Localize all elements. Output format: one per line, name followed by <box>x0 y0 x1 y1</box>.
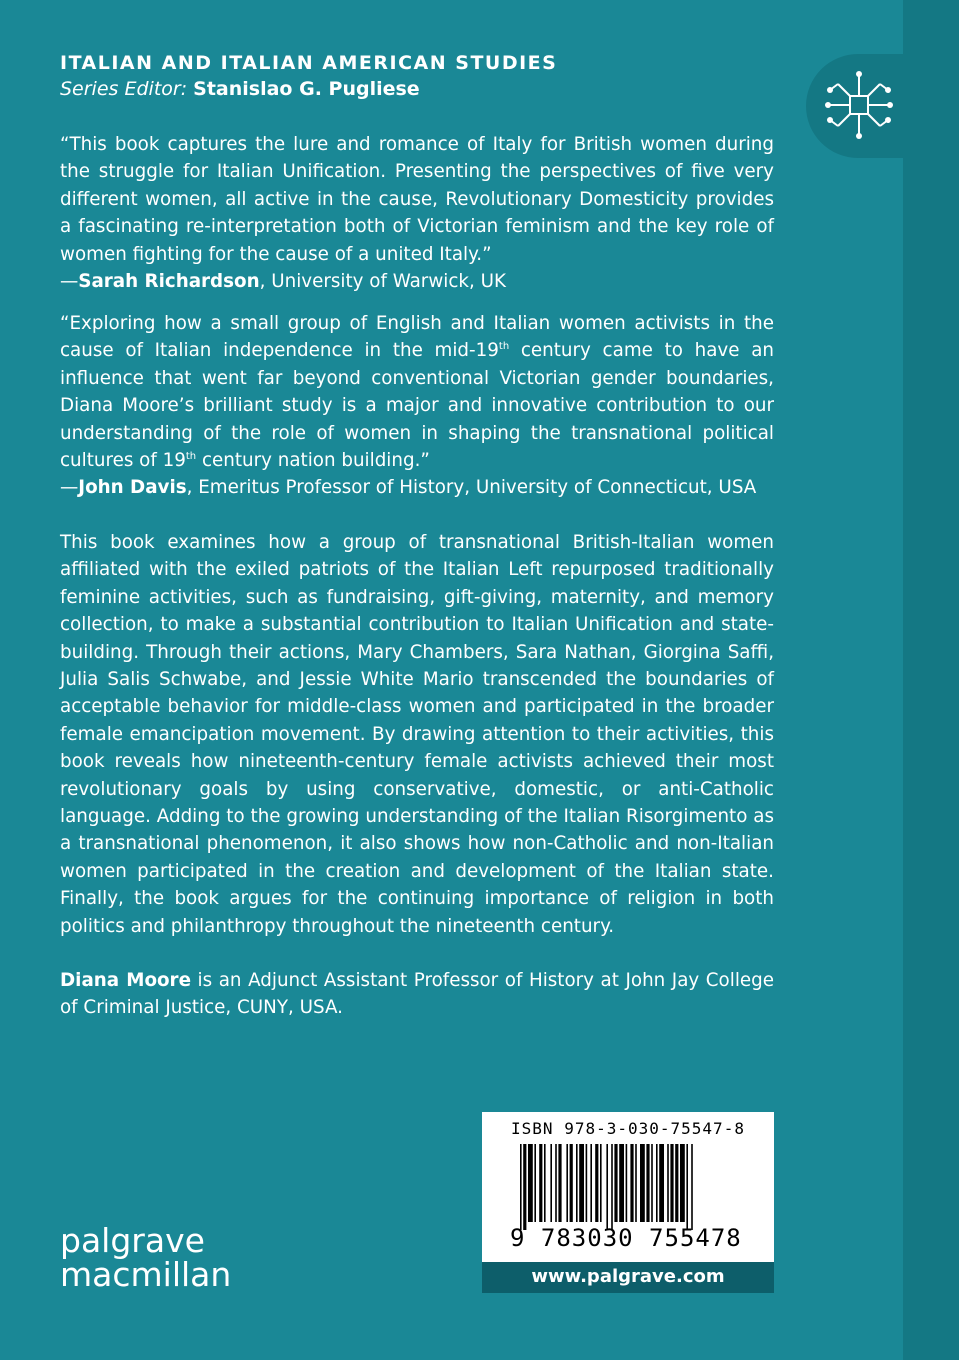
barcode-bar <box>626 1144 628 1222</box>
barcode-bar <box>528 1144 533 1222</box>
barcode-bar <box>640 1144 645 1222</box>
quote-text-part: “Exploring how a small group of English and Italian women activists in the cause of Italian independence in the mid-19 <box>60 313 774 362</box>
quote-text-part: century came to have an influence that went far beyond conventional Victorian gender boundaries, Diana Moore’s brilliant study is a major and innovative contribution to our understanding of the role of women in shaping the transnational political cultures of 19 <box>60 340 774 472</box>
barcode-bar <box>555 1144 557 1222</box>
barcode-bar <box>635 1144 637 1222</box>
barcode-bar <box>611 1144 613 1230</box>
barcode-bar <box>606 1144 608 1230</box>
endorsement-quote-1 <box>60 131 774 295</box>
description-text: This book examines how a group of transnational British-Italian women affiliated with the exiled patriots of the Italian Left repurposed traditionally feminine activities, such as fundraising, gift-giving, maternity, and memory collection, to make a substantial contribution to Italian Unification and state-building. Through their actions, Mary Chambers, Sara Nathan, Giorgina Saffi, Julia Salis Schwabe, and Jessie White Mario transcended the boundaries of acceptable behavior for middle-class women and participated in the broader female emancipation movement. By drawing attention to their activities, this book reveals how nineteenth-century female activists achieved their most revolutionary goals by using conservative, domestic, or anti-Catholic language. Adding to the growing understanding of the Italian Risorgimento as a transnational phenomenon, it also shows how non-Catholic and non-Italian women participated in the creation and development of the Italian state. Finally, the book argues for the continuing importance of religion in both politics and philanthropy throughout the nineteenth century. <box>60 532 774 937</box>
barcode-bar <box>686 1144 688 1230</box>
publisher-url[interactable]: www.palgrave.com <box>482 1262 774 1293</box>
bio-author-name: Diana Moore <box>60 970 191 991</box>
barcode-bar <box>670 1144 673 1222</box>
barcode-bar <box>667 1144 669 1222</box>
bio-description: is an Adjunct Assistant Professor of History at John Jay College of Criminal Justice, CUNY, USA. <box>60 970 774 1019</box>
quote-text-part: century nation building.” <box>196 450 430 472</box>
barcode-bar <box>576 1144 578 1222</box>
quote-author: Sarah Richardson <box>78 271 260 293</box>
publisher-logo-line1: palgrave <box>60 1221 205 1260</box>
barcode-bar <box>659 1144 664 1222</box>
superscript: th <box>498 341 510 353</box>
quote-text <box>60 310 774 474</box>
publisher-logo <box>60 1221 232 1294</box>
book-spine <box>903 0 959 1360</box>
quote-affiliation: , University of Warwick, UK <box>259 271 506 293</box>
bio-text <box>60 967 774 1022</box>
barcode-bar <box>595 1144 598 1222</box>
barcode-bar <box>550 1144 552 1222</box>
barcode-bar <box>651 1144 653 1222</box>
attribution-dash: — <box>60 477 79 499</box>
quote-attribution <box>60 268 774 295</box>
barcode-bar <box>520 1144 522 1230</box>
book-description <box>60 529 774 940</box>
barcode-bar <box>579 1144 584 1222</box>
series-editor-label: Series Editor: <box>60 78 188 100</box>
quote-author: John Davis <box>78 477 187 499</box>
barcode-bar <box>691 1144 693 1230</box>
springer-network-icon <box>824 66 894 146</box>
series-editor-name: Stanislao G. Pugliese <box>193 78 420 100</box>
series-editor <box>60 78 760 100</box>
barcode-bar <box>566 1144 568 1222</box>
barcode-bar <box>558 1144 561 1222</box>
series-info <box>60 52 760 100</box>
barcode-bar <box>570 1144 573 1222</box>
barcode-bar <box>619 1144 624 1222</box>
barcode-bar <box>680 1144 685 1222</box>
barcode-bar <box>544 1144 546 1222</box>
quote-affiliation: , Emeritus Professor of History, University of Connecticut, USA <box>186 477 757 499</box>
barcode-bars <box>520 1144 736 1230</box>
barcode-bar <box>590 1144 592 1222</box>
isbn-barcode <box>482 1112 774 1262</box>
barcode-bar <box>539 1144 542 1222</box>
barcode-bar <box>630 1144 633 1222</box>
quote-text: “This book captures the lure and romance of Italy for British women during the struggle for Italian Unification. Presenting the perspectives of five very different women, all active in the cause, Revolutionary Domesticity provides a fascinating re-interpretation both of Victorian feminism and the key role of women fighting for the cause of a united Italy.” <box>60 134 774 265</box>
barcode-bar <box>586 1144 588 1222</box>
barcode-digits: 9 783030 755478 <box>510 1224 742 1252</box>
barcode-bar <box>675 1144 678 1222</box>
barcode-bar <box>614 1144 617 1222</box>
endorsement-quote-2 <box>60 310 774 502</box>
superscript: th <box>185 450 197 462</box>
quote-attribution <box>60 474 774 501</box>
springer-logo-tab <box>806 54 959 158</box>
publisher-logo-line2: macmillan <box>60 1255 232 1294</box>
barcode-bar <box>600 1144 602 1222</box>
barcode-bar <box>534 1144 536 1222</box>
isbn-label: ISBN 978-3-030-75547-8 <box>511 1119 745 1138</box>
series-title: ITALIAN AND ITALIAN AMERICAN STUDIES <box>60 52 558 74</box>
attribution-dash: — <box>60 271 79 293</box>
barcode-bar <box>523 1144 526 1230</box>
barcode-bar <box>656 1144 658 1222</box>
author-bio <box>60 967 774 1022</box>
barcode-bar <box>646 1144 649 1222</box>
